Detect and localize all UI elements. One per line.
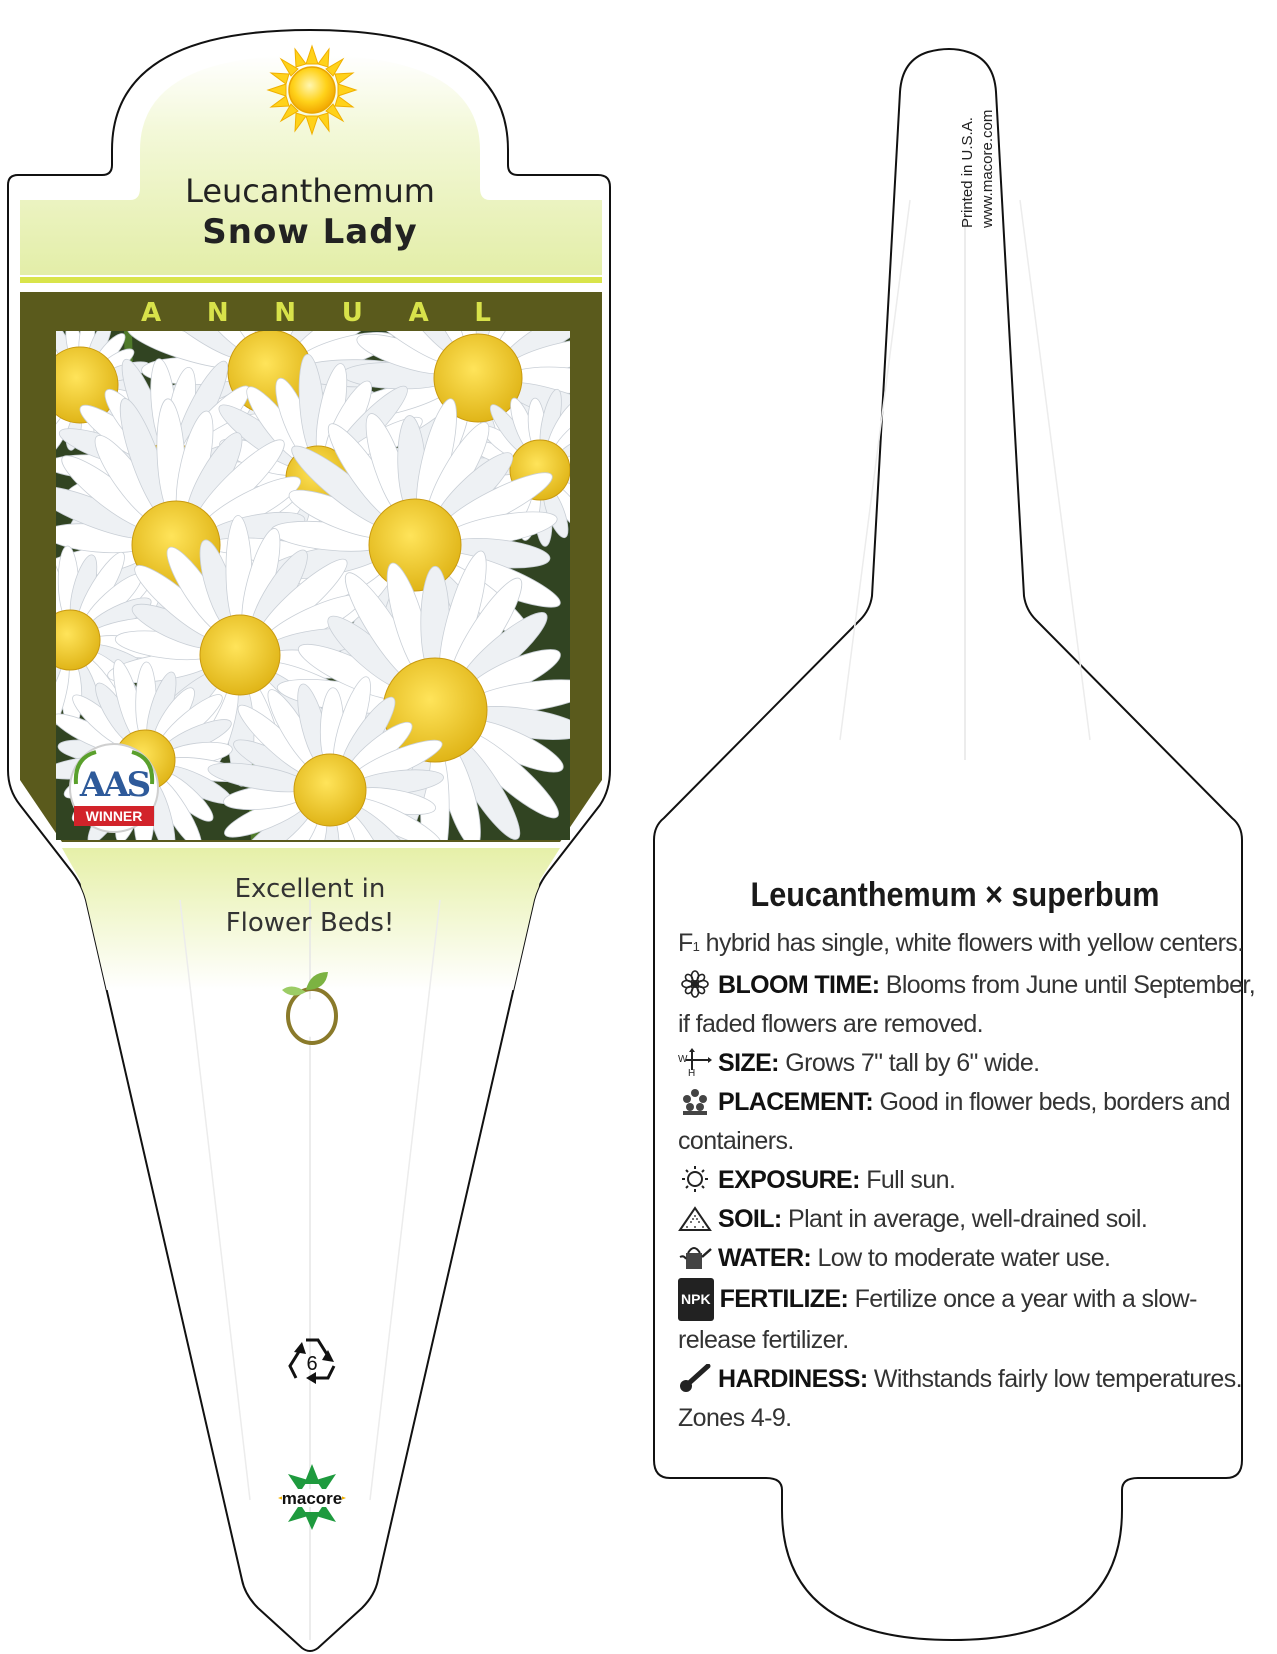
care-water: WATER: Low to moderate water use. <box>678 1239 1258 1278</box>
plant-genus-title: Leucanthemum <box>185 172 435 210</box>
care-size: W H SIZE: Grows 7" tall by 6" wide. <box>678 1049 1040 1077</box>
flower-icon <box>678 970 712 998</box>
placement-icon <box>678 1087 712 1115</box>
care-soil: SOIL: Plant in average, well-drained soil. <box>678 1200 1258 1239</box>
care-exposure: EXPOSURE: Full sun. <box>678 1161 1258 1200</box>
care-fertilize: NPK FERTILIZE: Fertilize once a year with a slow-release fertilizer. <box>678 1278 1258 1360</box>
exposure-sun-icon <box>678 1165 712 1193</box>
category-letter: A <box>141 298 162 328</box>
plant-variety-title: Snow Lady <box>202 212 418 252</box>
size-icon <box>678 1048 712 1076</box>
recycle-code: 6 <box>306 1353 318 1375</box>
aas-winner-badge <box>70 744 158 832</box>
botanical-name: Leucanthemum × superbum <box>750 876 1160 914</box>
care-hardiness: HARDINESS: Withstands fairly low temperatures. Zones 4-9. <box>678 1365 1242 1432</box>
printer-credit <box>958 48 998 228</box>
aas-ribbon-text: WINNER <box>85 808 143 824</box>
soil-icon <box>678 1204 712 1232</box>
category-letter: A <box>408 298 429 328</box>
sun-icon <box>268 46 356 134</box>
fertilizer-icon: NPK <box>678 1278 714 1321</box>
svg-text:H: H <box>688 1068 695 1076</box>
care-placement: PLACEMENT: Good in flower beds, borders and containers. <box>678 1088 1230 1155</box>
category-letter: N <box>206 298 229 328</box>
category-letter: L <box>474 298 491 328</box>
category-label <box>56 298 576 332</box>
intro-line: F1 hybrid has single, white flowers with yellow centers. <box>678 929 1244 957</box>
tagline-line1: Excellent in <box>234 874 386 904</box>
thermometer-icon <box>678 1364 712 1392</box>
watering-can-icon <box>678 1243 712 1271</box>
category-letter: U <box>341 298 363 328</box>
category-letter: N <box>274 298 297 328</box>
front-tag <box>0 30 622 1651</box>
care-instructions <box>678 924 1258 1438</box>
aas-logo-text: AAS <box>79 765 149 805</box>
website-url: www.macore.com <box>979 109 996 228</box>
svg-text:W: W <box>678 1054 687 1065</box>
tagline <box>150 872 470 940</box>
macore-logo-text: macore <box>281 1489 343 1508</box>
care-bloom: BLOOM TIME: Blooms from June until September, if faded flowers are removed. <box>678 971 1256 1038</box>
tagline-line2: Flower Beds! <box>225 908 395 938</box>
printed-in-usa: Printed in U.S.A. <box>959 117 976 228</box>
